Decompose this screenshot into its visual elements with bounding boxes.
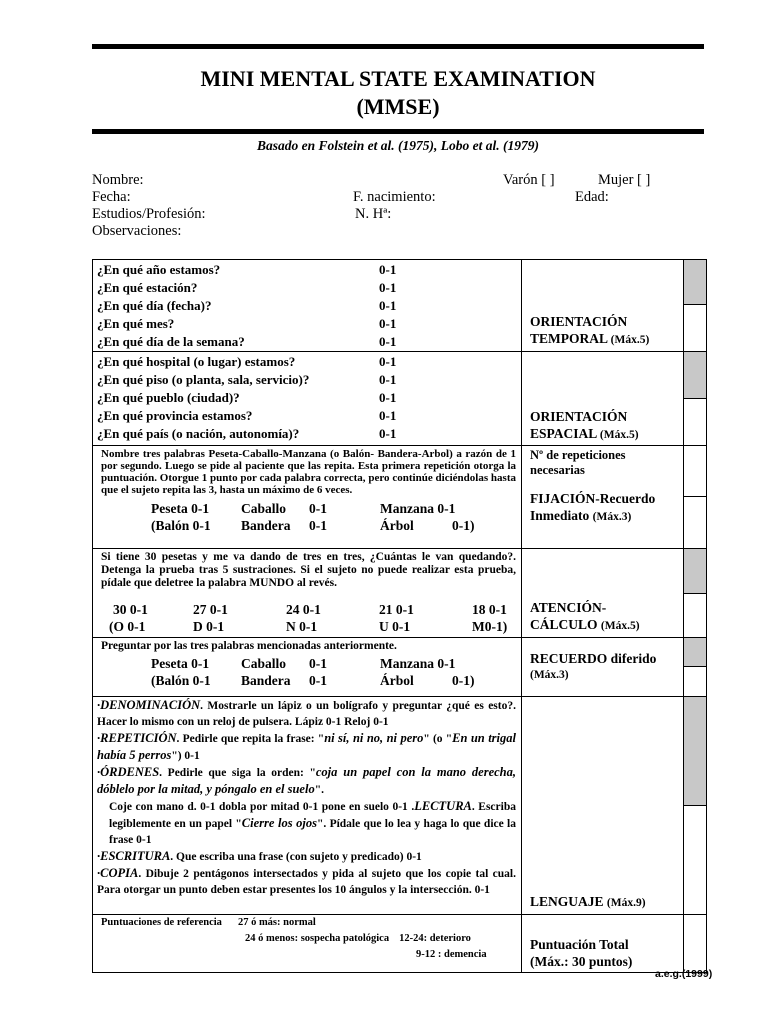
section-recuerdo-diferido	[93, 638, 707, 697]
question-row: ¿En qué año estamos? 0-1	[97, 262, 397, 277]
score-box[interactable]	[684, 806, 706, 914]
escritura-item: ·ESCRITURA. Que escriba una frase (con sujeto y predicado) 0-1	[97, 849, 422, 863]
section-fijacion	[93, 446, 707, 549]
fecha-label: Fecha:	[92, 189, 131, 205]
score-box[interactable]	[684, 352, 706, 399]
question-row: ¿En qué hospital (o lugar) estamos? 0-1	[97, 354, 397, 369]
score-box[interactable]	[684, 260, 706, 305]
question-row: ¿En qué día de la semana? 0-1	[97, 334, 397, 349]
title-line-2: (MMSE)	[356, 94, 440, 119]
total-score-label: Puntuación Total (Máx.: 30 puntos)	[530, 937, 633, 969]
lectura-item: Coje con mano d. 0-1 dobla por mitad 0-1 pone en suelo 0-1 .LECTURA. Escriba legiblemente en un papel "Cierre los ojos". Pídale que lo lea y haga lo que dice la frase 0-1	[109, 799, 517, 846]
section-atencion-calculo	[93, 549, 707, 638]
section-puntuacion-total	[93, 915, 707, 973]
ordenes-item: ·ÓRDENES. Pedirle que siga la orden: "coja un papel con la mano derecha, dóblelo por la mitad, y póngalo en el suelo".	[97, 765, 516, 796]
fijacion-words-row-2: (Balón 0-1 Bandera 0-1 Árbol 0-1)	[151, 518, 475, 533]
recuerdo-words-row-2: (Balón 0-1 Bandera 0-1 Árbol 0-1)	[151, 673, 475, 688]
question-row: ¿En qué estación? 0-1	[97, 280, 397, 295]
f-nacimiento-label: F. nacimiento:	[353, 189, 436, 205]
reference-row-2: 24 ó menos: sospecha patológica 12-24: deterioro	[245, 933, 471, 944]
reference-row-1: Puntuaciones de referencia 27 ó más: normal	[101, 917, 316, 928]
score-box[interactable]	[684, 594, 706, 637]
subtitle: Basado en Folstein et al. (1975), Lobo et al. (1979)	[257, 138, 539, 153]
title-line-1: MINI MENTAL STATE EXAMINATION	[200, 66, 596, 91]
page-title	[92, 65, 704, 121]
question-row: ¿En qué mes? 0-1	[97, 316, 397, 331]
mmse-table	[92, 259, 707, 973]
score-box[interactable]	[684, 305, 706, 349]
reference-row-3: 9-12 : demencia	[416, 949, 487, 960]
atencion-row-2: (O 0-1 D 0-1 N 0-1 U 0-1 M0-1)	[109, 619, 508, 634]
varon-checkbox[interactable]: Varón [ ]	[503, 172, 555, 188]
nh-label: N. Hª:	[355, 206, 392, 222]
estudios-label: Estudios/Profesión:	[92, 206, 206, 222]
denominacion-item: ·DENOMINACIÓN. Mostrarle un lápiz o un bolígrafo y preguntar ¿qué es esto?. Hacer lo mismo con un reloj de pulsera. Lápiz 0-1 Reloj 0-1	[97, 698, 516, 728]
copia-item: ·COPIA. Dibuje 2 pentágonos intersectados y pida al sujeto que los copie tal cual. Para otorgar un punto deben estar presentes los 10 ángulos y la intersección. 0-1	[97, 866, 516, 896]
nombre-label: Nombre:	[92, 172, 144, 188]
category-orientacion-espacial: ORIENTACIÓN ESPACIAL (Máx.5)	[530, 409, 639, 441]
mujer-checkbox[interactable]: Mujer [ ]	[598, 172, 651, 188]
lenguaje-items	[93, 697, 521, 900]
top-rule	[92, 44, 704, 49]
fijacion-words-row-1: Peseta 0-1 Caballo 0-1 Manzana 0-1	[151, 501, 456, 516]
category-lenguaje: LENGUAJE (Máx.9)	[530, 894, 646, 909]
category-recuerdo: RECUERDO diferido (Máx.3)	[530, 651, 657, 681]
atencion-instructions: Si tiene 30 pesetas y me va dando de tres en tres, ¿Cuántas le van quedando?. Detenga la prueba tras 5 sustraciones. Si el sujeto no puede realizar esta prueba, pídale que deletree la palabra MUNDO al revés.	[101, 551, 516, 589]
question-row: ¿En qué pueblo (ciudad)? 0-1	[97, 390, 397, 405]
repeticiones-label: Nº de repeticiones necesarias	[530, 448, 626, 477]
fijacion-instructions: Nombre tres palabras Peseta-Caballo-Manzana (o Balón- Bandera-Arbol) a razón de 1 por segundo. Luego se pide al paciente que las repita. Esta primera repetición otorga la puntuación. Otorgue 1 punto por cada palabra correcta, pero continúe diciéndolas hasta que el sujeto repita las 3, hasta un máximo de 6 veces.	[101, 448, 516, 496]
score-box[interactable]	[684, 638, 706, 667]
section-lenguaje	[93, 697, 707, 915]
score-box[interactable]	[684, 497, 706, 548]
repeticion-item: ·REPETICIÓN. Pedirle que repita la frase: "ni sí, ni no, ni pero" (o "En un trigal había 5 perros") 0-1	[97, 731, 516, 762]
score-box[interactable]	[684, 697, 706, 806]
question-row: ¿En qué día (fecha)? 0-1	[97, 298, 397, 313]
question-row: ¿En qué provincia estamos? 0-1	[97, 408, 397, 423]
question-row: ¿En qué país (o nación, autonomía)? 0-1	[97, 426, 397, 441]
question-row: ¿En qué piso (o planta, sala, servicio)? 0-1	[97, 372, 397, 387]
score-box[interactable]	[684, 399, 706, 445]
section-orientacion-espacial	[93, 352, 707, 446]
section-orientacion-temporal	[93, 260, 707, 352]
bottom-rule	[92, 129, 704, 134]
edad-label: Edad:	[575, 189, 609, 205]
recuerdo-instructions: Preguntar por las tres palabras mencionadas anteriormente.	[101, 640, 397, 652]
score-box[interactable]	[684, 446, 706, 497]
category-fijacion: FIJACIÓN-Recuerdo Inmediato (Máx.3)	[530, 491, 656, 523]
atencion-row-1: 30 0-1 27 0-1 24 0-1 21 0-1 18 0-1	[113, 602, 507, 617]
total-score-box[interactable]	[684, 915, 707, 973]
score-box[interactable]	[684, 549, 706, 594]
category-atencion-calculo: ATENCIÓN- CÁLCULO (Máx.5)	[530, 600, 640, 632]
category-orientacion-temporal: ORIENTACIÓN TEMPORAL (Máx.5)	[530, 314, 650, 346]
recuerdo-words-row-1: Peseta 0-1 Caballo 0-1 Manzana 0-1	[151, 656, 456, 671]
observaciones-label: Observaciones:	[92, 223, 182, 239]
credit: a.e.g.(1999)	[655, 968, 713, 980]
score-box[interactable]	[684, 667, 706, 696]
